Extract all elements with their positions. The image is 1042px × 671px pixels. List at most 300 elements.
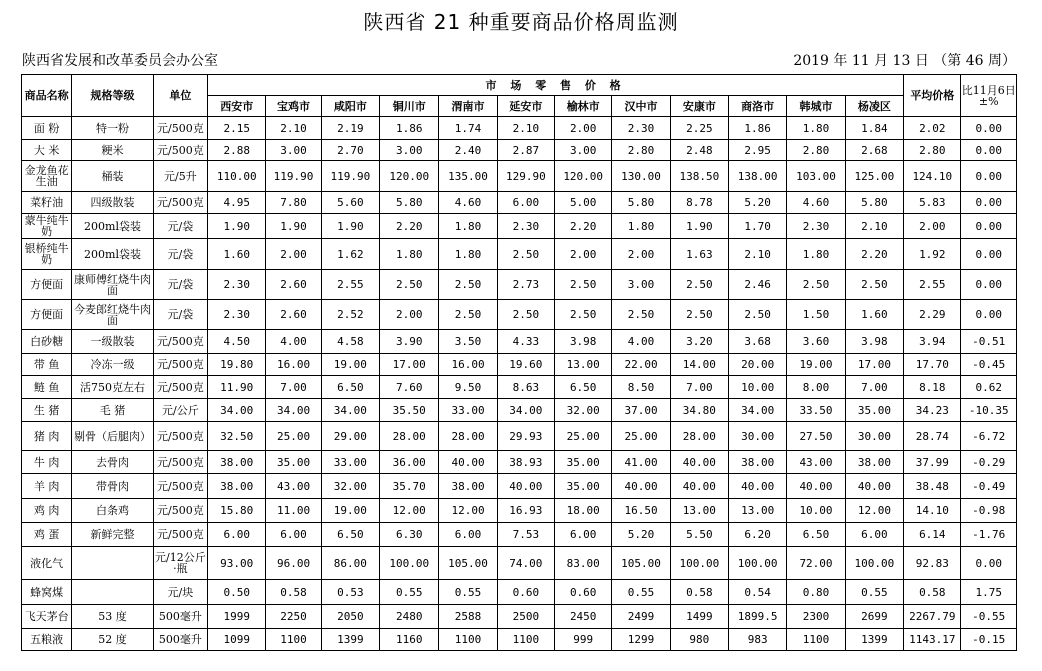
price-cell: 74.00 — [497, 547, 554, 580]
price-cell: 983 — [729, 629, 787, 651]
price-cell: 2300 — [787, 605, 845, 629]
product-unit: 元/500克 — [153, 451, 207, 474]
product-spec: 今麦郎红烧牛肉面 — [72, 300, 153, 330]
price-cell: 3.20 — [670, 330, 728, 354]
price-cell: 2500 — [497, 605, 554, 629]
price-cell: 4.00 — [612, 330, 670, 354]
price-cell: 93.00 — [208, 547, 266, 580]
change-percent: -1.76 — [961, 523, 1017, 547]
price-cell: 100.00 — [380, 547, 439, 580]
product-name: 猪 肉 — [22, 422, 72, 451]
header-product: 商品名称 — [22, 75, 72, 117]
price-cell: 5.20 — [729, 192, 787, 214]
table-row — [22, 451, 1017, 474]
price-cell: 12.00 — [845, 499, 903, 523]
table-row — [22, 422, 1017, 451]
price-cell: 2.80 — [787, 140, 845, 161]
price-cell: 34.00 — [497, 399, 554, 422]
price-cell: 2.00 — [555, 117, 612, 140]
product-unit: 元/袋 — [153, 239, 207, 270]
price-cell: 3.68 — [729, 330, 787, 354]
price-cell: 15.80 — [208, 499, 266, 523]
price-cell: 2.87 — [497, 140, 554, 161]
table-row — [22, 376, 1017, 399]
product-unit: 500毫升 — [153, 605, 207, 629]
price-cell: 2.50 — [555, 270, 612, 300]
price-cell: 2.50 — [439, 270, 497, 300]
table-row — [22, 239, 1017, 270]
product-spec: 康师傅红烧牛肉面 — [72, 270, 153, 300]
price-cell: 1299 — [612, 629, 670, 651]
price-cell: 9.50 — [439, 376, 497, 399]
price-cell: 86.00 — [321, 547, 379, 580]
price-cell: 2.80 — [612, 140, 670, 161]
header-city: 商洛市 — [729, 96, 787, 117]
change-percent: -6.72 — [961, 422, 1017, 451]
header-unit: 单位 — [153, 75, 207, 117]
product-spec: 一级散装 — [72, 330, 153, 354]
price-cell: 2.30 — [787, 214, 845, 239]
price-cell: 7.00 — [845, 376, 903, 399]
price-cell: 16.00 — [439, 354, 497, 376]
price-cell: 33.50 — [787, 399, 845, 422]
price-cell: 105.00 — [439, 547, 497, 580]
price-cell: 35.50 — [380, 399, 439, 422]
price-cell: 5.20 — [612, 523, 670, 547]
price-cell: 2.70 — [321, 140, 379, 161]
product-spec: 白条鸡 — [72, 499, 153, 523]
change-percent: 0.00 — [961, 140, 1017, 161]
price-cell: 1.86 — [380, 117, 439, 140]
price-cell: 37.00 — [612, 399, 670, 422]
price-cell: 36.00 — [380, 451, 439, 474]
average-price: 2.80 — [904, 140, 961, 161]
price-cell: 1899.5 — [729, 605, 787, 629]
price-cell: 28.00 — [380, 422, 439, 451]
price-cell: 120.00 — [555, 161, 612, 192]
price-cell: 5.60 — [321, 192, 379, 214]
change-percent: -0.45 — [961, 354, 1017, 376]
price-cell: 12.00 — [380, 499, 439, 523]
price-cell: 1.90 — [266, 214, 321, 239]
change-percent: 0.00 — [961, 192, 1017, 214]
price-cell: 72.00 — [787, 547, 845, 580]
header-city: 汉中市 — [612, 96, 670, 117]
price-cell: 5.80 — [845, 192, 903, 214]
price-cell: 2.20 — [555, 214, 612, 239]
product-name: 带 鱼 — [22, 354, 72, 376]
price-cell: 2588 — [439, 605, 497, 629]
price-cell: 2.10 — [845, 214, 903, 239]
product-name: 方便面 — [22, 270, 72, 300]
header-city: 铜川市 — [380, 96, 439, 117]
product-spec: 特一粉 — [72, 117, 153, 140]
product-unit: 元/500克 — [153, 140, 207, 161]
price-cell: 6.30 — [380, 523, 439, 547]
price-cell: 14.00 — [670, 354, 728, 376]
price-cell: 40.00 — [729, 474, 787, 499]
price-cell: 13.00 — [555, 354, 612, 376]
change-percent: 0.00 — [961, 300, 1017, 330]
change-percent: 0.00 — [961, 270, 1017, 300]
price-cell: 11.00 — [266, 499, 321, 523]
product-unit: 500毫升 — [153, 629, 207, 651]
price-cell: 2.10 — [266, 117, 321, 140]
price-cell: 35.00 — [266, 451, 321, 474]
header-city: 宝鸡市 — [266, 96, 321, 117]
price-cell: 34.00 — [266, 399, 321, 422]
header-avg: 平均价格 — [904, 75, 961, 117]
price-cell: 1.80 — [612, 214, 670, 239]
price-cell: 0.54 — [729, 580, 787, 605]
price-cell: 1.74 — [439, 117, 497, 140]
product-unit: 元/袋 — [153, 214, 207, 239]
price-cell: 2.30 — [208, 300, 266, 330]
price-cell: 1100 — [497, 629, 554, 651]
average-price: 37.99 — [904, 451, 961, 474]
price-cell: 3.60 — [787, 330, 845, 354]
change-percent: 1.75 — [961, 580, 1017, 605]
product-unit: 元/袋 — [153, 270, 207, 300]
price-cell: 2250 — [266, 605, 321, 629]
price-cell: 6.00 — [497, 192, 554, 214]
price-cell: 32.00 — [321, 474, 379, 499]
price-cell: 100.00 — [670, 547, 728, 580]
product-spec: 冷冻一级 — [72, 354, 153, 376]
product-name: 飞天茅台 — [22, 605, 72, 629]
price-cell: 41.00 — [612, 451, 670, 474]
average-price: 2.00 — [904, 214, 961, 239]
price-cell: 130.00 — [612, 161, 670, 192]
price-cell: 2.00 — [612, 239, 670, 270]
header-compare: 比11月6日±% — [961, 75, 1017, 117]
price-cell: 0.53 — [321, 580, 379, 605]
price-cell: 25.00 — [612, 422, 670, 451]
product-name: 鲢 鱼 — [22, 376, 72, 399]
price-cell: 0.55 — [380, 580, 439, 605]
price-cell: 0.50 — [208, 580, 266, 605]
price-cell: 6.00 — [439, 523, 497, 547]
price-cell: 3.00 — [555, 140, 612, 161]
price-cell: 999 — [555, 629, 612, 651]
price-cell: 38.93 — [497, 451, 554, 474]
price-cell: 2.30 — [208, 270, 266, 300]
price-cell: 2.50 — [497, 300, 554, 330]
price-cell: 2.46 — [729, 270, 787, 300]
price-cell: 1399 — [321, 629, 379, 651]
price-cell: 2.60 — [266, 270, 321, 300]
price-cell: 32.00 — [555, 399, 612, 422]
report-date: 2019 年 11 月 13 日 （第 46 周） — [793, 53, 1016, 69]
product-unit: 元/500克 — [153, 117, 207, 140]
price-cell: 18.00 — [555, 499, 612, 523]
price-cell: 11.90 — [208, 376, 266, 399]
change-percent: -0.55 — [961, 605, 1017, 629]
price-cell: 1.63 — [670, 239, 728, 270]
price-cell: 1.90 — [321, 214, 379, 239]
price-cell: 2.30 — [612, 117, 670, 140]
price-cell: 5.50 — [670, 523, 728, 547]
product-spec: 粳米 — [72, 140, 153, 161]
price-cell: 2.50 — [729, 300, 787, 330]
price-cell: 6.00 — [555, 523, 612, 547]
table-row — [22, 605, 1017, 629]
average-price: 0.58 — [904, 580, 961, 605]
price-cell: 38.00 — [208, 474, 266, 499]
average-price: 92.83 — [904, 547, 961, 580]
issuing-organization: 陕西省发展和改革委员会办公室 — [22, 53, 218, 69]
average-price: 38.48 — [904, 474, 961, 499]
price-cell: 19.00 — [321, 354, 379, 376]
price-cell: 105.00 — [612, 547, 670, 580]
price-cell: 27.50 — [787, 422, 845, 451]
price-cell: 0.55 — [845, 580, 903, 605]
price-cell: 1100 — [787, 629, 845, 651]
price-cell: 1999 — [208, 605, 266, 629]
price-cell: 17.00 — [380, 354, 439, 376]
price-cell: 1100 — [266, 629, 321, 651]
price-cell: 2.68 — [845, 140, 903, 161]
price-cell: 16.50 — [612, 499, 670, 523]
average-price: 3.94 — [904, 330, 961, 354]
price-cell: 138.50 — [670, 161, 728, 192]
price-cell: 2.55 — [321, 270, 379, 300]
change-percent: 0.00 — [961, 239, 1017, 270]
header-city: 渭南市 — [439, 96, 497, 117]
product-name: 面 粉 — [22, 117, 72, 140]
price-cell: 3.98 — [555, 330, 612, 354]
average-price: 34.23 — [904, 399, 961, 422]
product-unit: 元/公斤 — [153, 399, 207, 422]
price-cell: 3.90 — [380, 330, 439, 354]
average-price: 1143.17 — [904, 629, 961, 651]
price-cell: 3.00 — [612, 270, 670, 300]
product-unit: 元/500克 — [153, 354, 207, 376]
price-cell: 120.00 — [380, 161, 439, 192]
price-cell: 8.78 — [670, 192, 728, 214]
price-cell: 35.00 — [555, 451, 612, 474]
change-percent: 0.62 — [961, 376, 1017, 399]
price-cell: 4.95 — [208, 192, 266, 214]
price-cell: 0.55 — [439, 580, 497, 605]
price-cell: 0.58 — [266, 580, 321, 605]
product-unit: 元/500克 — [153, 192, 207, 214]
product-spec — [72, 580, 153, 605]
price-cell: 2699 — [845, 605, 903, 629]
product-name: 菜籽油 — [22, 192, 72, 214]
product-name: 蜂窝煤 — [22, 580, 72, 605]
change-percent: 0.00 — [961, 214, 1017, 239]
change-percent: 0.00 — [961, 161, 1017, 192]
price-cell: 2.50 — [380, 270, 439, 300]
header-city: 西安市 — [208, 96, 266, 117]
table-row — [22, 117, 1017, 140]
price-cell: 2.60 — [266, 300, 321, 330]
change-percent: -10.35 — [961, 399, 1017, 422]
price-cell: 96.00 — [266, 547, 321, 580]
price-cell: 2.20 — [380, 214, 439, 239]
product-name: 大 米 — [22, 140, 72, 161]
table-row — [22, 300, 1017, 330]
product-name: 生 猪 — [22, 399, 72, 422]
change-percent: 0.00 — [961, 117, 1017, 140]
price-cell: 2.40 — [439, 140, 497, 161]
price-cell: 1160 — [380, 629, 439, 651]
product-name: 白砂糖 — [22, 330, 72, 354]
price-cell: 40.00 — [670, 474, 728, 499]
price-cell: 2.10 — [497, 117, 554, 140]
average-price: 2267.79 — [904, 605, 961, 629]
price-cell: 2.50 — [497, 239, 554, 270]
change-percent: -0.49 — [961, 474, 1017, 499]
price-cell: 1.86 — [729, 117, 787, 140]
table-row — [22, 161, 1017, 192]
change-percent: 0.00 — [961, 547, 1017, 580]
product-spec: 200ml袋装 — [72, 214, 153, 239]
price-cell: 2.30 — [497, 214, 554, 239]
price-cell: 7.53 — [497, 523, 554, 547]
price-cell: 1399 — [845, 629, 903, 651]
price-cell: 6.00 — [208, 523, 266, 547]
price-cell: 125.00 — [845, 161, 903, 192]
price-cell: 35.00 — [555, 474, 612, 499]
average-price: 14.10 — [904, 499, 961, 523]
product-name: 牛 肉 — [22, 451, 72, 474]
price-cell: 2.50 — [845, 270, 903, 300]
product-unit: 元/12公斤·瓶 — [153, 547, 207, 580]
header-city: 杨凌区 — [845, 96, 903, 117]
price-cell: 19.60 — [497, 354, 554, 376]
price-cell: 29.93 — [497, 422, 554, 451]
price-cell: 19.00 — [321, 499, 379, 523]
price-cell: 2.48 — [670, 140, 728, 161]
table-row — [22, 474, 1017, 499]
table-row — [22, 547, 1017, 580]
price-cell: 6.50 — [555, 376, 612, 399]
price-cell: 3.50 — [439, 330, 497, 354]
price-cell: 5.80 — [380, 192, 439, 214]
average-price: 6.14 — [904, 523, 961, 547]
average-price: 2.29 — [904, 300, 961, 330]
price-cell: 1.60 — [208, 239, 266, 270]
price-cell: 1.90 — [208, 214, 266, 239]
price-cell: 6.50 — [321, 523, 379, 547]
price-cell: 100.00 — [729, 547, 787, 580]
product-unit: 元/袋 — [153, 300, 207, 330]
change-percent: -0.51 — [961, 330, 1017, 354]
price-cell: 2.00 — [555, 239, 612, 270]
price-cell: 2.50 — [670, 270, 728, 300]
price-cell: 2.00 — [266, 239, 321, 270]
change-percent: -0.98 — [961, 499, 1017, 523]
price-cell: 19.80 — [208, 354, 266, 376]
product-spec: 桶装 — [72, 161, 153, 192]
price-cell: 8.50 — [612, 376, 670, 399]
price-cell: 110.00 — [208, 161, 266, 192]
price-cell: 34.00 — [729, 399, 787, 422]
price-table — [21, 74, 1017, 651]
product-spec: 四级散装 — [72, 192, 153, 214]
price-cell: 12.00 — [439, 499, 497, 523]
price-cell: 30.00 — [729, 422, 787, 451]
price-cell: 2.19 — [321, 117, 379, 140]
price-cell: 2.10 — [729, 239, 787, 270]
average-price: 1.92 — [904, 239, 961, 270]
price-cell: 25.00 — [266, 422, 321, 451]
price-cell: 40.00 — [787, 474, 845, 499]
table-row — [22, 140, 1017, 161]
price-cell: 28.00 — [670, 422, 728, 451]
price-cell: 3.98 — [845, 330, 903, 354]
price-cell: 7.80 — [266, 192, 321, 214]
price-cell: 10.00 — [787, 499, 845, 523]
price-cell: 0.80 — [787, 580, 845, 605]
table-row — [22, 192, 1017, 214]
product-name: 鸡 蛋 — [22, 523, 72, 547]
price-cell: 38.00 — [208, 451, 266, 474]
price-cell: 25.00 — [555, 422, 612, 451]
price-cell: 40.00 — [612, 474, 670, 499]
price-cell: 4.33 — [497, 330, 554, 354]
average-price: 28.74 — [904, 422, 961, 451]
product-name: 方便面 — [22, 300, 72, 330]
product-unit: 元/500克 — [153, 422, 207, 451]
price-cell: 135.00 — [439, 161, 497, 192]
price-cell: 1.80 — [787, 239, 845, 270]
price-cell: 2.00 — [380, 300, 439, 330]
header-city: 安康市 — [670, 96, 728, 117]
price-cell: 0.60 — [497, 580, 554, 605]
price-cell: 6.00 — [266, 523, 321, 547]
price-cell: 43.00 — [266, 474, 321, 499]
price-cell: 8.00 — [787, 376, 845, 399]
price-cell: 19.00 — [787, 354, 845, 376]
price-cell: 40.00 — [439, 451, 497, 474]
price-cell: 34.80 — [670, 399, 728, 422]
product-spec: 52 度 — [72, 629, 153, 651]
product-unit: 元/块 — [153, 580, 207, 605]
price-cell: 2.50 — [555, 300, 612, 330]
price-cell: 8.63 — [497, 376, 554, 399]
table-row — [22, 270, 1017, 300]
price-cell: 2.73 — [497, 270, 554, 300]
price-cell: 38.00 — [845, 451, 903, 474]
page-title: 陕西省 21 种重要商品价格周监测 — [363, 10, 679, 34]
product-unit: 元/500克 — [153, 523, 207, 547]
price-cell: 2.52 — [321, 300, 379, 330]
table-row — [22, 214, 1017, 239]
header-market: 市 场 零 售 价 格 — [208, 75, 904, 96]
product-name: 蒙牛纯牛奶 — [22, 214, 72, 239]
price-cell: 2050 — [321, 605, 379, 629]
header-city: 咸阳市 — [321, 96, 379, 117]
price-cell: 1.80 — [380, 239, 439, 270]
price-cell: 30.00 — [845, 422, 903, 451]
price-cell: 0.55 — [612, 580, 670, 605]
change-percent: -0.29 — [961, 451, 1017, 474]
product-spec: 去骨肉 — [72, 451, 153, 474]
product-name: 羊 肉 — [22, 474, 72, 499]
price-cell: 16.00 — [266, 354, 321, 376]
price-cell: 1.70 — [729, 214, 787, 239]
price-cell: 980 — [670, 629, 728, 651]
price-cell: 2480 — [380, 605, 439, 629]
price-cell: 3.00 — [266, 140, 321, 161]
price-cell: 38.00 — [729, 451, 787, 474]
price-cell: 6.00 — [845, 523, 903, 547]
price-cell: 34.00 — [321, 399, 379, 422]
product-name: 鸡 肉 — [22, 499, 72, 523]
